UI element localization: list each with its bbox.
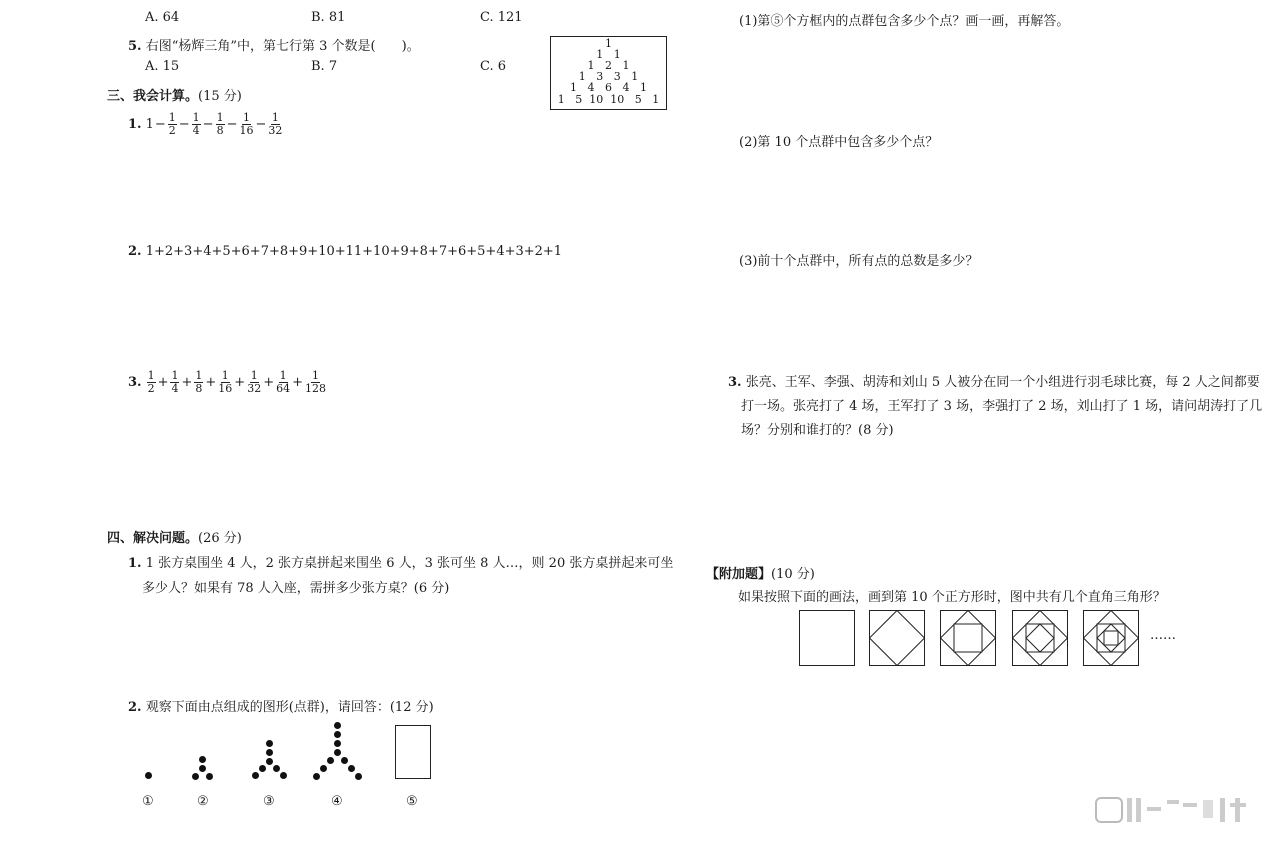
q5-question	[128, 35, 420, 54]
fraction	[192, 112, 201, 137]
figure-label-4: ④	[331, 794, 343, 809]
calc-q2-number: 2.	[128, 244, 142, 259]
right-q3-line3: 场？分别和谁打的？(8 分)	[741, 423, 894, 438]
dot	[192, 773, 199, 780]
fraction	[147, 370, 156, 395]
operator: +	[205, 375, 217, 390]
fraction	[170, 370, 179, 395]
fraction	[168, 112, 177, 137]
calc-q1-lead: 1	[145, 117, 154, 132]
denominator: 4	[192, 124, 200, 137]
right-part-1: (1)第⑤个方框内的点群包含多少个点？画一画，再解答。	[739, 14, 1070, 29]
problem-q2	[128, 696, 434, 715]
denominator: 2	[168, 124, 176, 137]
empty-figure-5-box	[395, 725, 431, 779]
calc-q3	[128, 370, 327, 395]
bonus-score: (10 分)	[771, 567, 815, 582]
denominator: 2	[147, 382, 155, 395]
dot	[145, 772, 152, 779]
numerator: 1	[147, 369, 155, 382]
calc-q1-number: 1.	[128, 117, 142, 132]
section-4-heading	[107, 527, 242, 546]
numerator: 1	[171, 369, 179, 382]
denominator: 128	[305, 382, 327, 395]
numerator: 1	[221, 369, 229, 382]
calc-q1-expression	[154, 112, 284, 137]
dot	[313, 773, 320, 780]
dot	[334, 749, 341, 756]
q5-option-a: A. 15	[145, 59, 180, 74]
dot	[259, 765, 266, 772]
numerator: 1	[192, 111, 200, 124]
dot	[252, 772, 259, 779]
problem-q1-text: 1 张方桌围坐 4 人，2 张方桌拼起来围坐 6 人，3 张可坐 8 人…，则 20 张方桌拼起来可坐	[145, 556, 674, 571]
dot	[334, 731, 341, 738]
denominator: 8	[216, 124, 224, 137]
operator: −	[154, 117, 166, 132]
calc-q3-number: 3.	[128, 375, 142, 390]
pascal-row: 1	[605, 37, 612, 50]
dot	[206, 773, 213, 780]
pascal-row: 1 3 3 1	[578, 70, 639, 83]
operator: −	[226, 117, 238, 132]
q5-number: 5.	[128, 39, 142, 54]
square-figure-2	[869, 610, 925, 666]
dot	[355, 773, 362, 780]
numerator: 1	[216, 111, 224, 124]
section-4-score: (26 分)	[198, 531, 242, 546]
fraction	[247, 370, 261, 395]
calc-q1	[128, 112, 283, 137]
calc-q2	[128, 244, 562, 259]
q5-text: 右图“杨辉三角”中，第七行第 3 个数是( )。	[145, 39, 420, 54]
dot	[334, 740, 341, 747]
fraction	[239, 112, 253, 137]
pascal-row: 1 2 1	[587, 59, 630, 72]
section-3-score: (15 分)	[198, 89, 242, 104]
dot	[320, 765, 327, 772]
square-figure-3	[940, 610, 996, 666]
fraction	[194, 370, 203, 395]
dot	[327, 757, 334, 764]
dot	[273, 765, 280, 772]
bonus-title: 【附加题】	[706, 567, 772, 582]
numerator: 1	[279, 369, 287, 382]
dot	[334, 722, 341, 729]
denominator: 4	[171, 382, 179, 395]
bonus-heading	[706, 563, 815, 582]
right-part-2: (2)第 10 个点群中包含多少个点？	[739, 135, 939, 150]
denominator: 32	[268, 124, 283, 137]
pascal-row: 1 1	[596, 48, 621, 61]
section-4-title: 四、解决问题。	[107, 531, 199, 546]
denominator: 32	[247, 382, 262, 395]
right-q3-number: 3.	[728, 375, 742, 390]
pascal-row: 1 4 6 4 1	[570, 81, 647, 94]
right-part-3: (3)前十个点群中，所有点的总数是多少？	[739, 254, 979, 269]
numerator: 1	[312, 369, 320, 382]
figure-label-5: ⑤	[406, 794, 418, 809]
figure-label-1: ①	[142, 794, 154, 809]
square-figure-4	[1012, 610, 1068, 666]
section-3-heading	[107, 85, 242, 104]
numerator: 1	[242, 111, 250, 124]
dot	[199, 756, 206, 763]
denominator: 16	[239, 124, 254, 137]
fraction	[305, 370, 326, 395]
q4-option-a: A. 64	[145, 10, 180, 25]
dot	[266, 740, 273, 747]
dot	[266, 749, 273, 756]
section-3-title: 三、我会计算。	[107, 89, 199, 104]
bonus-question: 如果按照下面的画法，画到第 10 个正方形时，图中共有几个直角三角形？	[738, 590, 1166, 605]
problem-q1-number: 1.	[128, 556, 142, 571]
numerator: 1	[195, 369, 203, 382]
problem-q1-line2: 多少人？如果有 78 人入座，需拼多少张方桌？(6 分)	[142, 581, 450, 596]
operator: +	[181, 375, 193, 390]
numerator: 1	[250, 369, 258, 382]
dot	[341, 757, 348, 764]
operator: −	[202, 117, 214, 132]
dot	[348, 765, 355, 772]
numerator: 1	[168, 111, 176, 124]
problem-q1-line1	[128, 552, 673, 571]
problem-q2-text: 观察下面由点组成的图形(点群)，请回答：(12 分)	[145, 700, 434, 715]
fraction	[268, 112, 282, 137]
q4-option-c: C. 121	[480, 10, 523, 25]
operator: +	[157, 375, 169, 390]
q4-option-b: B. 81	[311, 10, 346, 25]
numerator: 1	[271, 111, 279, 124]
pascal-row: 1 5 10 10 5 1	[557, 93, 660, 106]
dot	[199, 765, 206, 772]
calc-q2-expression: 1+2+3+4+5+6+7+8+9+10+11+10+9+8+7+6+5+4+3+2+1	[145, 244, 563, 259]
watermark-logo	[1095, 795, 1255, 825]
denominator: 16	[218, 382, 233, 395]
problem-q2-number: 2.	[128, 700, 142, 715]
denominator: 8	[195, 382, 203, 395]
fraction	[216, 112, 225, 137]
right-q3-text: 张亮、王军、李强、胡涛和刘山 5 人被分在同一个小组进行羽毛球比赛，每 2 人之间都要	[745, 375, 1260, 390]
right-q3-line1	[728, 371, 1260, 390]
operator: +	[234, 375, 246, 390]
square-figure-1	[799, 610, 855, 666]
fraction	[218, 370, 232, 395]
operator: −	[178, 117, 190, 132]
figure-label-3: ③	[263, 794, 275, 809]
sequence-ellipsis: ……	[1150, 628, 1176, 643]
operator: +	[292, 375, 304, 390]
square-figure-5	[1083, 610, 1139, 666]
denominator: 64	[276, 382, 291, 395]
dot	[266, 758, 273, 765]
operator: −	[255, 117, 267, 132]
fraction	[276, 370, 290, 395]
operator: +	[263, 375, 275, 390]
pascal-triangle-box	[550, 36, 667, 110]
q5-option-c: C. 6	[480, 59, 507, 74]
dot	[280, 772, 287, 779]
q5-option-b: B. 7	[311, 59, 338, 74]
right-q3-line2: 打一场。张亮打了 4 场，王军打了 3 场，李强打了 2 场，刘山打了 1 场，请问胡涛打了几	[741, 399, 1263, 414]
figure-label-2: ②	[197, 794, 209, 809]
calc-q3-expression	[146, 370, 327, 395]
